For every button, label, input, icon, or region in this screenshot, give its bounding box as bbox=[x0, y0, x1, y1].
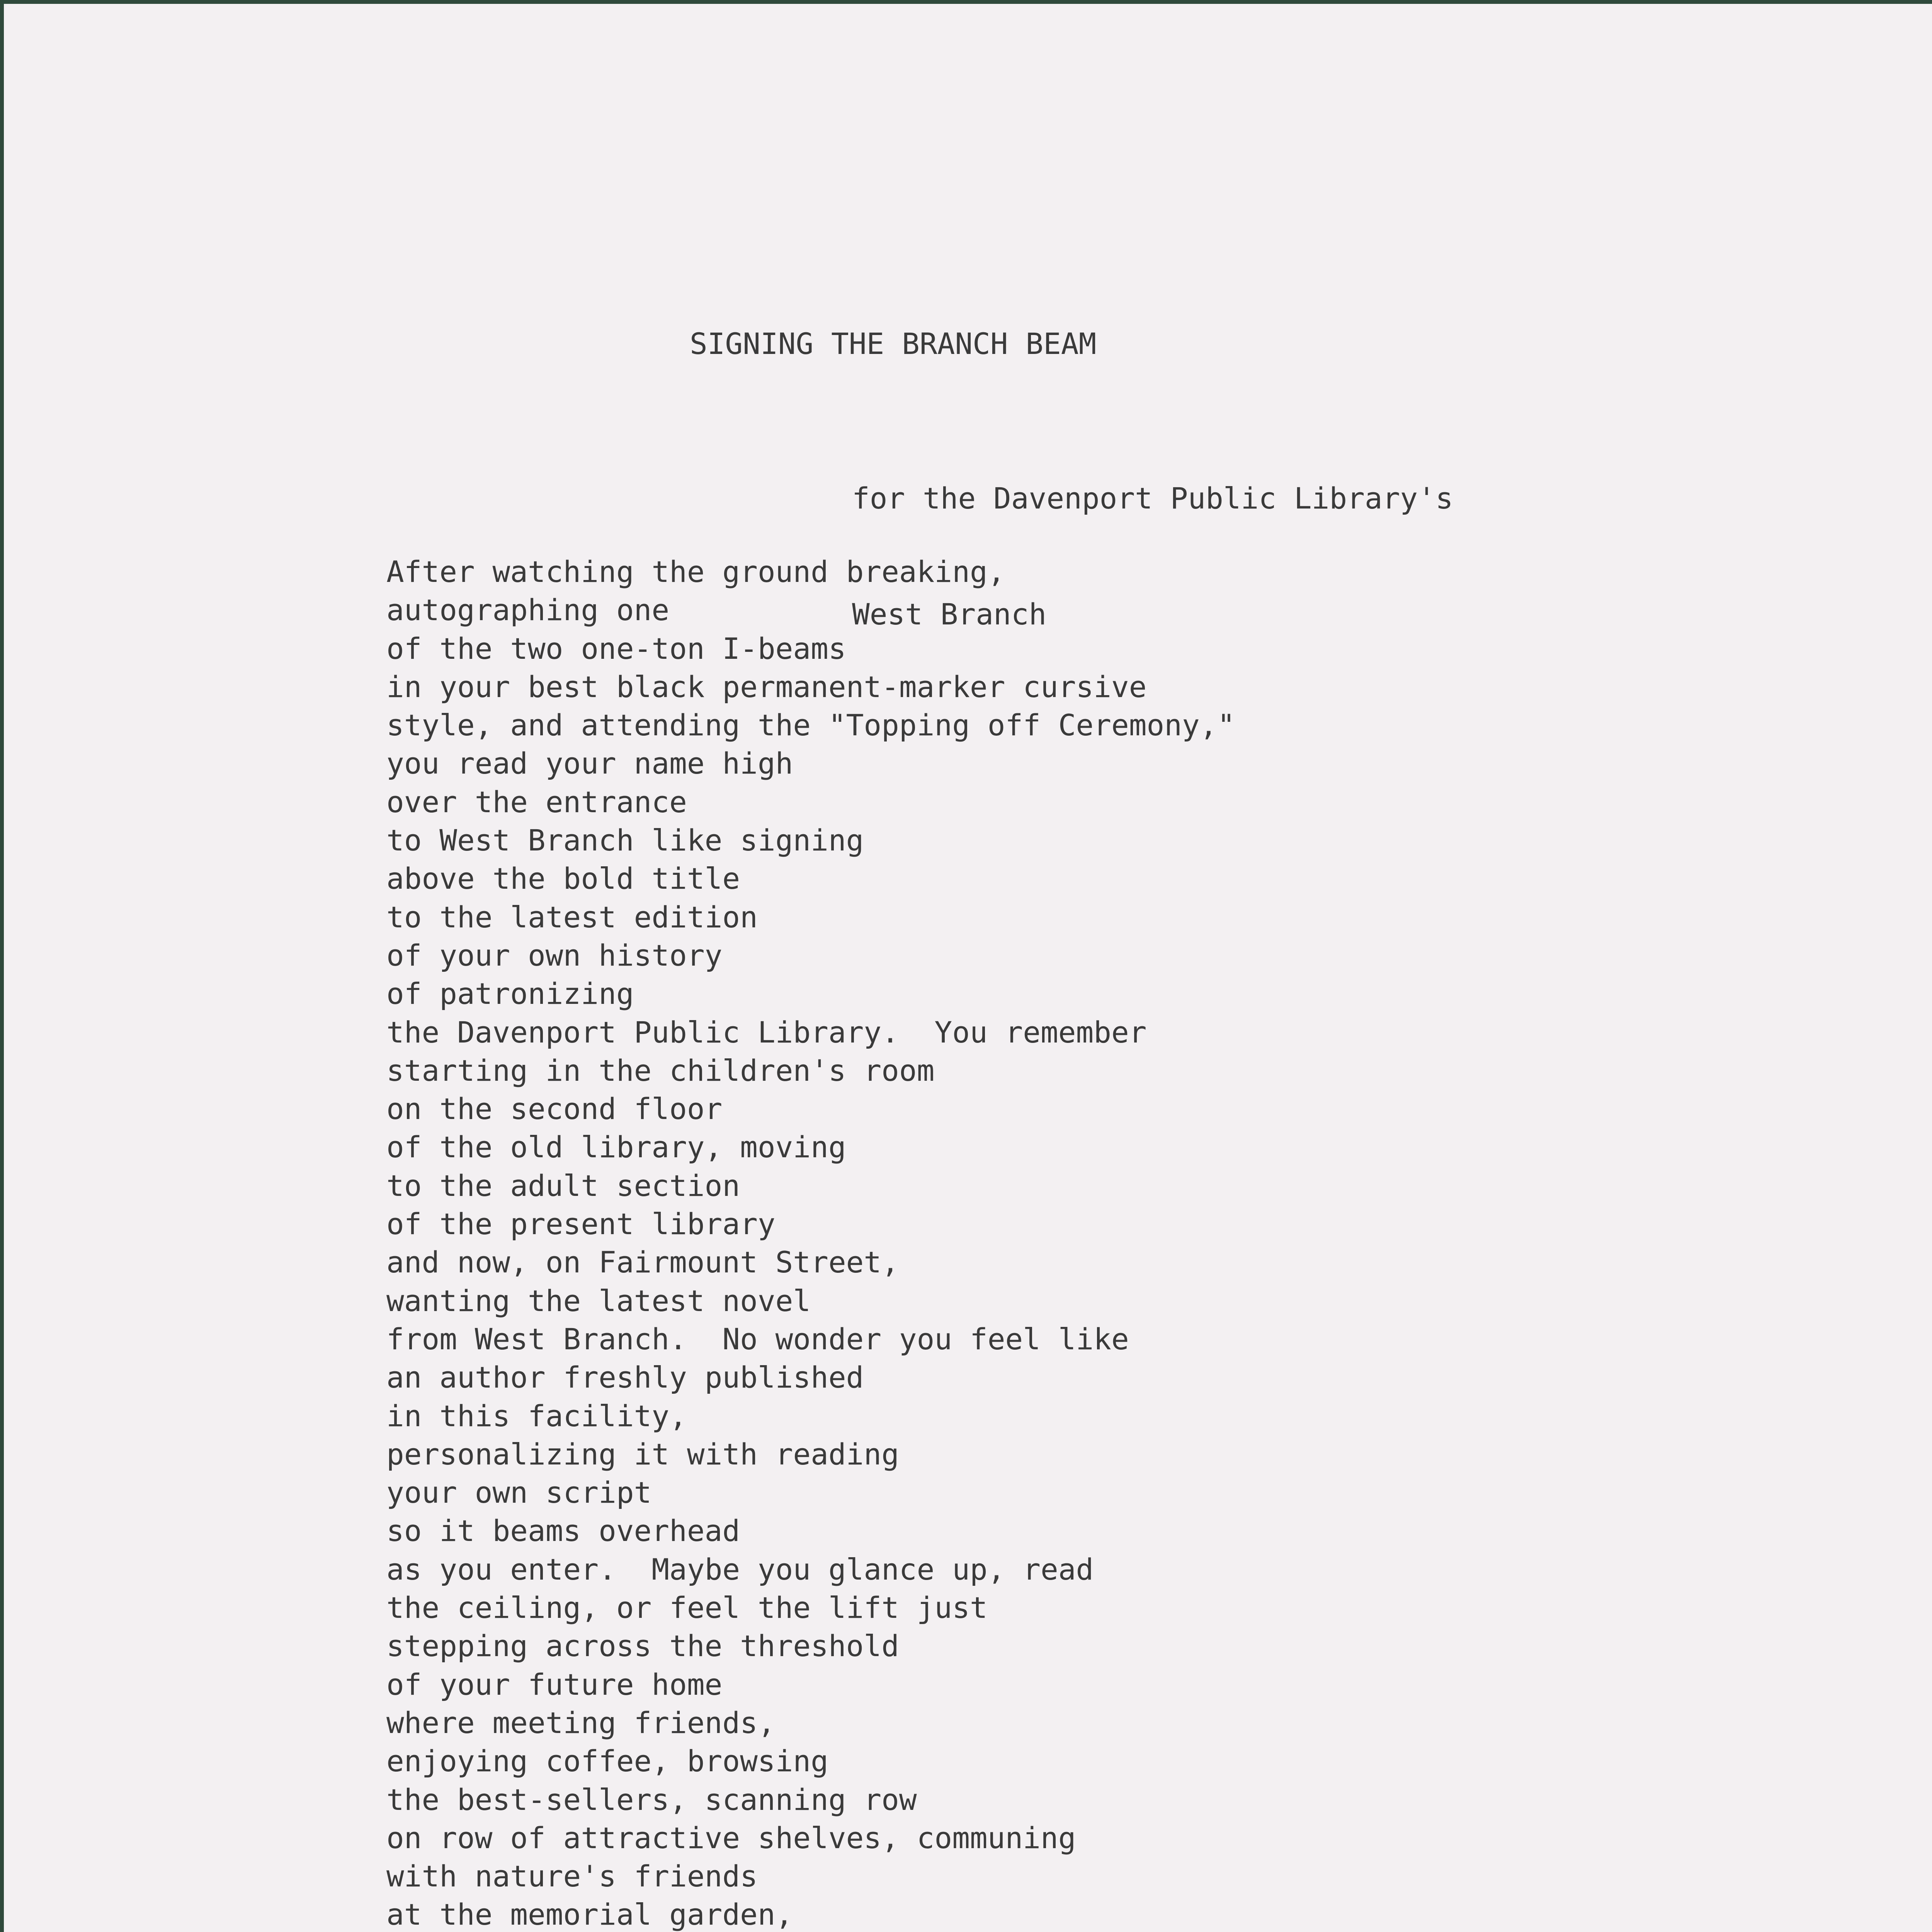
poem-line: so it beams overhead bbox=[386, 1514, 740, 1548]
poem-line: wanting the latest novel bbox=[386, 1283, 811, 1318]
poem-line: an author freshly published bbox=[386, 1360, 864, 1395]
poem-line: you read your name high bbox=[386, 746, 793, 781]
poem-line: the ceiling, or feel the lift just bbox=[386, 1590, 988, 1625]
poem-line: of the old library, moving bbox=[386, 1130, 846, 1165]
poem-line: enjoying coffee, browsing bbox=[386, 1744, 828, 1779]
poem-line: personalizing it with reading bbox=[386, 1437, 899, 1471]
poem-line: stepping across the threshold bbox=[386, 1629, 899, 1663]
poem-line: in this facility, bbox=[386, 1398, 687, 1433]
poem-line: from West Branch. No wonder you feel like bbox=[386, 1321, 1129, 1356]
poem-line: your own script bbox=[386, 1475, 652, 1510]
dedication-line-2: West Branch bbox=[852, 597, 1047, 631]
poem-line: on row of attractive shelves, communing bbox=[386, 1820, 1076, 1855]
dedication-line-1: for the Davenport Public Library's bbox=[852, 481, 1453, 515]
poem-line: of the two one-ton I-beams bbox=[386, 631, 846, 666]
poem-line: to West Branch like signing bbox=[386, 823, 864, 858]
poem-line: of your own history bbox=[386, 938, 723, 973]
poem-line: After watching the ground breaking, bbox=[386, 554, 1005, 589]
poem-line: and now, on Fairmount Street, bbox=[386, 1245, 899, 1280]
poem-line: above the bold title bbox=[386, 861, 740, 896]
poem-line: the best-sellers, scanning row bbox=[386, 1782, 917, 1817]
poem-line: the Davenport Public Library. You remember bbox=[386, 1015, 1147, 1049]
poem-line: autographing one bbox=[386, 593, 670, 628]
poem-line: at the memorial garden, bbox=[386, 1897, 793, 1932]
poem-line: to the latest edition bbox=[386, 900, 758, 934]
poem-line: where meeting friends, bbox=[386, 1705, 776, 1740]
poem-line: over the entrance bbox=[386, 784, 687, 819]
poem-line: style, and attending the "Topping off Ceremony," bbox=[386, 708, 1235, 743]
poem-line: with nature's friends bbox=[386, 1859, 758, 1894]
poem-title: SIGNING THE BRANCH BEAM bbox=[690, 327, 1097, 361]
poem-line: to the adult section bbox=[386, 1168, 740, 1203]
poem-line: of the present library bbox=[386, 1207, 776, 1242]
poem-line: of your future home bbox=[386, 1667, 723, 1702]
poem-line: starting in the children's room bbox=[386, 1053, 935, 1088]
poem-line: of patronizing bbox=[386, 976, 634, 1011]
poem-line: on the second floor bbox=[386, 1092, 723, 1126]
poem-line: as you enter. Maybe you glance up, read bbox=[386, 1552, 1094, 1587]
poem-line: in your best black permanent-marker cursive bbox=[386, 669, 1147, 704]
poem-body bbox=[386, 553, 1235, 1932]
